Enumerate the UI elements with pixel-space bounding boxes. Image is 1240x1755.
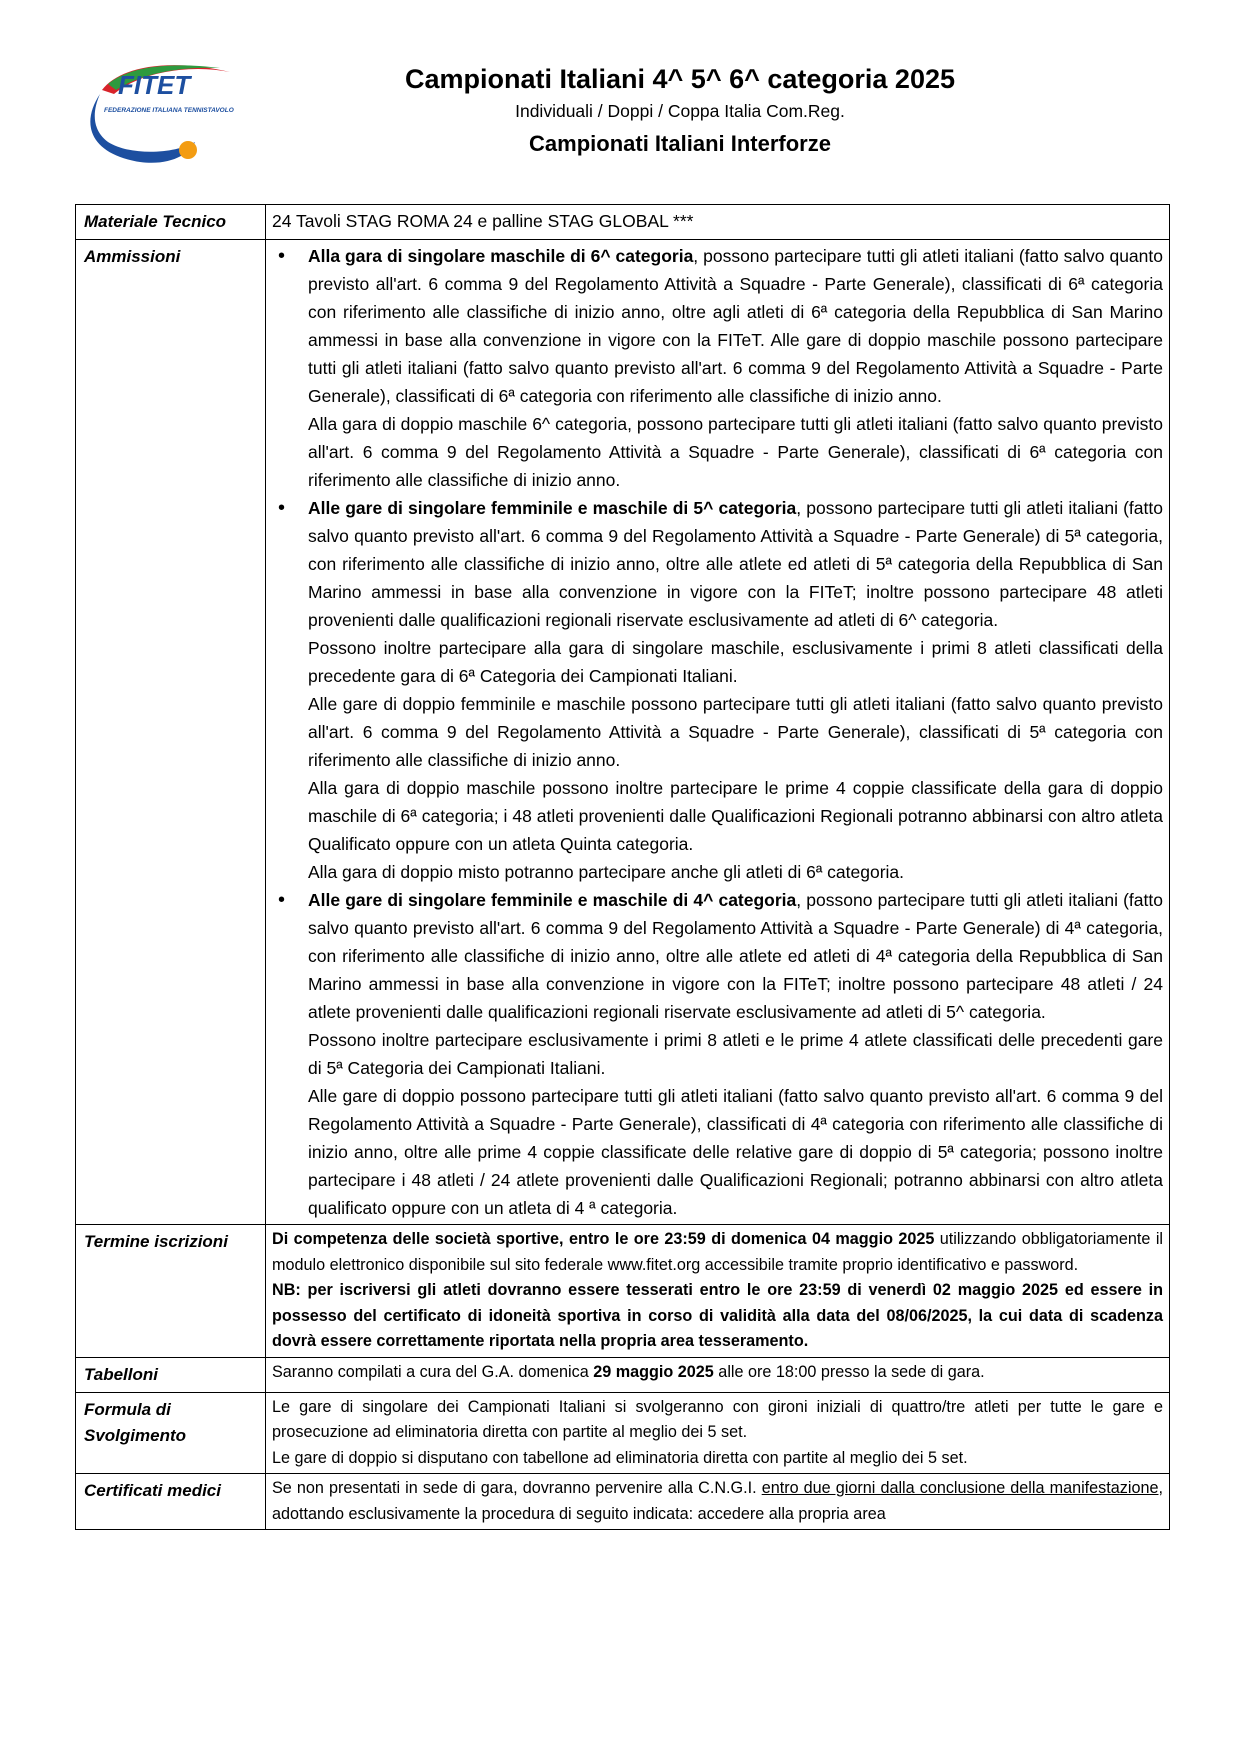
admissions-item bbox=[272, 494, 1163, 886]
item-heading: Alla gara di singolare maschile di 6^ categoria bbox=[308, 246, 694, 266]
row-label: Tabelloni bbox=[76, 1357, 266, 1392]
admissions-item bbox=[272, 242, 1163, 494]
row-label: Ammissioni bbox=[76, 240, 266, 1225]
row-value bbox=[266, 1474, 1170, 1530]
item-paragraph: Alle gare di doppio possono partecipare tutti gli atleti italiani (fatto salvo quanto previsto all'art. 6 comma 9 del Regolamento Attività a Squadre - Parte Generale), classificati di 4ª categoria con riferimento alle classifiche di inizio anno, oltre alle prime 4 coppie classificate delle relative gare di doppio di 5ª categoria; possono inoltre partecipare i 48 atleti / 24 atlete provenienti dalle Qualificazioni Regionali; potranno abbinarsi con altro atleta qualificato oppure con un atleta di 4 ª categoria. bbox=[308, 1086, 1163, 1218]
row-certificati bbox=[76, 1474, 1170, 1530]
row-value bbox=[266, 1392, 1170, 1474]
document-title-2: Campionati Italiani Interforze bbox=[529, 131, 831, 156]
logo-text: FITET bbox=[118, 70, 191, 100]
row-formula bbox=[76, 1392, 1170, 1474]
row-label: Formula di Svolgimento bbox=[76, 1392, 266, 1474]
item-heading: Alle gare di singolare femminile e maschile di 4^ categoria bbox=[308, 890, 797, 910]
cert-text: Se non presentati in sede di gara, dovranno pervenire alla C.N.G.I. bbox=[272, 1479, 762, 1497]
row-value: 24 Tavoli STAG ROMA 24 e palline STAG GLOBAL *** bbox=[266, 205, 1170, 240]
deadline-text: utilizzando obbligatoriamente il modulo elettronico disponibile sul sito federale www.fitet.org accessibile tramite proprio identificativo e password. bbox=[272, 1230, 1164, 1274]
deadline-bold: Di competenza delle società sportive, entro le ore 23:59 di domenica 04 maggio 2025 bbox=[272, 1230, 935, 1248]
tabelloni-text-2: alle ore 18:00 presso la sede di gara. bbox=[713, 1362, 985, 1381]
document-subtitle: Individuali / Doppi / Coppa Italia Com.Reg. bbox=[515, 101, 845, 121]
cert-text-2: , adottando esclusivamente la procedura di seguito indicata: accedere alla propria area bbox=[272, 1479, 1163, 1523]
admissions-item bbox=[272, 886, 1163, 1222]
fitet-logo bbox=[80, 54, 260, 172]
document-title: Campionati Italiani 4^ 5^ 6^ categoria 2025 bbox=[404, 64, 955, 94]
item-paragraph: Alle gare di doppio femminile e maschile possono partecipare tutti gli atleti italiani (fatto salvo quanto previsto all'art. 6 comma 9 del Regolamento Attività a Squadre - Parte Generale), classificati di 5ª categoria con riferimento alle classifiche di inizio anno. bbox=[308, 694, 1163, 770]
formula-paragraph: Le gare di doppio si disputano con tabellone ad eliminatoria diretta con partite al meglio dei 5 set. bbox=[272, 1448, 968, 1467]
document-header bbox=[300, 62, 1060, 159]
tabelloni-date: 29 maggio 2025 bbox=[593, 1362, 714, 1381]
logo-blue-swoosh bbox=[90, 94, 195, 163]
row-value bbox=[266, 1225, 1170, 1358]
info-table bbox=[75, 204, 1170, 1530]
row-value bbox=[266, 1357, 1170, 1392]
tabelloni-text: Saranno compilati a cura del G.A. domenica bbox=[272, 1362, 594, 1381]
row-label: Termine iscrizioni bbox=[76, 1225, 266, 1358]
item-text: , possono partecipare tutti gli atleti italiani (fatto salvo quanto previsto all'art. 6 comma 9 del Regolamento Attività a Squadre - Parte Generale) di 5ª categoria, con riferimento alle classifiche di inizio anno, oltre alle atlete ed atleti di 5ª categoria della Repubblica di San Marino ammessi in base alla convenzione in vigore con la FITeT; inoltre possono partecipare 48 atleti provenienti dalle qualificazioni regionali riservate esclusivamente ad atleti di 6^ categoria. bbox=[308, 498, 1163, 630]
logo-ball bbox=[179, 141, 197, 159]
admissions-list bbox=[272, 242, 1163, 1222]
logo-subtext: FEDERAZIONE ITALIANA TENNISTAVOLO bbox=[104, 107, 234, 114]
item-paragraph: Possono inoltre partecipare esclusivamente i primi 8 atleti e le prime 4 atlete classificati delle precedenti gare di 5ª Categoria dei Campionati Italiani. bbox=[308, 1030, 1163, 1078]
row-value bbox=[266, 240, 1170, 1225]
row-tabelloni bbox=[76, 1357, 1170, 1392]
cert-underlined: entro due giorni dalla conclusione della manifestazione bbox=[761, 1479, 1159, 1497]
item-text: , possono partecipare tutti gli atleti italiani (fatto salvo quanto previsto all'art. 6 comma 9 del Regolamento Attività a Squadre - Parte Generale), classificati di 6ª categoria con riferimento alle classifiche di inizio anno, oltre agli atleti di 6ª categoria della Repubblica di San Marino ammessi in base alla convenzione in vigore con la FITeT. Alle gare di doppio maschile possono partecipare tutti gli atleti italiani (fatto salvo quanto previsto all'art. 6 comma 9 del Regolamento Attività a Squadre - Parte Generale), classificati di 6ª categoria con riferimento alle classifiche di inizio anno. bbox=[308, 246, 1163, 406]
row-ammissioni bbox=[76, 240, 1170, 1225]
row-label: Materiale Tecnico bbox=[76, 205, 266, 240]
item-paragraph: Possono inoltre partecipare alla gara di singolare maschile, esclusivamente i primi 8 atleti classificati della precedente gara di 6ª Categoria dei Campionati Italiani. bbox=[308, 638, 1163, 686]
item-paragraph: Alla gara di doppio misto potranno partecipare anche gli atleti di 6ª categoria. bbox=[308, 862, 905, 882]
row-materiale bbox=[76, 205, 1170, 240]
deadline-note: NB: per iscriversi gli atleti dovranno essere tesserati entro le ore 23:59 di venerdì 02 maggio 2025 ed essere in possesso del certificato di idoneità sportiva in corso di validità alla data del 08/06/2025, la cui data di scadenza dovrà essere correttamente riportata nella propria area tesseramento. bbox=[272, 1281, 1163, 1350]
item-paragraph: Alla gara di doppio maschile possono inoltre partecipare le prime 4 coppie classificate della gara di doppio maschile di 6ª categoria; i 48 atleti provenienti dalle Qualificazioni Regionali potranno abbinarsi con altro atleta Qualificato oppure con un atleta Quinta categoria. bbox=[308, 778, 1163, 854]
item-paragraph: Alla gara di doppio maschile 6^ categoria, possono partecipare tutti gli atleti italiani (fatto salvo quanto previsto all'art. 6 comma 9 del Regolamento Attività a Squadre - Parte Generale), classificati di 6ª categoria con riferimento alle classifiche di inizio anno. bbox=[308, 414, 1163, 490]
row-termine bbox=[76, 1225, 1170, 1358]
item-text: , possono partecipare tutti gli atleti italiani (fatto salvo quanto previsto all'art. 6 comma 9 del Regolamento Attività a Squadre - Parte Generale) di 4ª categoria, con riferimento alle classifiche di inizio anno, oltre alle atlete ed atleti di 4ª categoria della Repubblica di San Marino ammessi in base alla convenzione in vigore con la FITeT; inoltre possono partecipare 48 atleti / 24 atlete provenienti dalle qualificazioni regionali riservate esclusivamente ad atleti di 5^ categoria. bbox=[308, 890, 1163, 1022]
item-heading: Alle gare di singolare femminile e maschile di 5^ categoria bbox=[308, 498, 797, 518]
formula-paragraph: Le gare di singolare dei Campionati Italiani si svolgeranno con gironi iniziali di quattro/tre atleti per tutte le gare e prosecuzione ad eliminatoria diretta con partite al meglio dei 5 set. bbox=[272, 1397, 1163, 1441]
row-label: Certificati medici bbox=[76, 1474, 266, 1530]
